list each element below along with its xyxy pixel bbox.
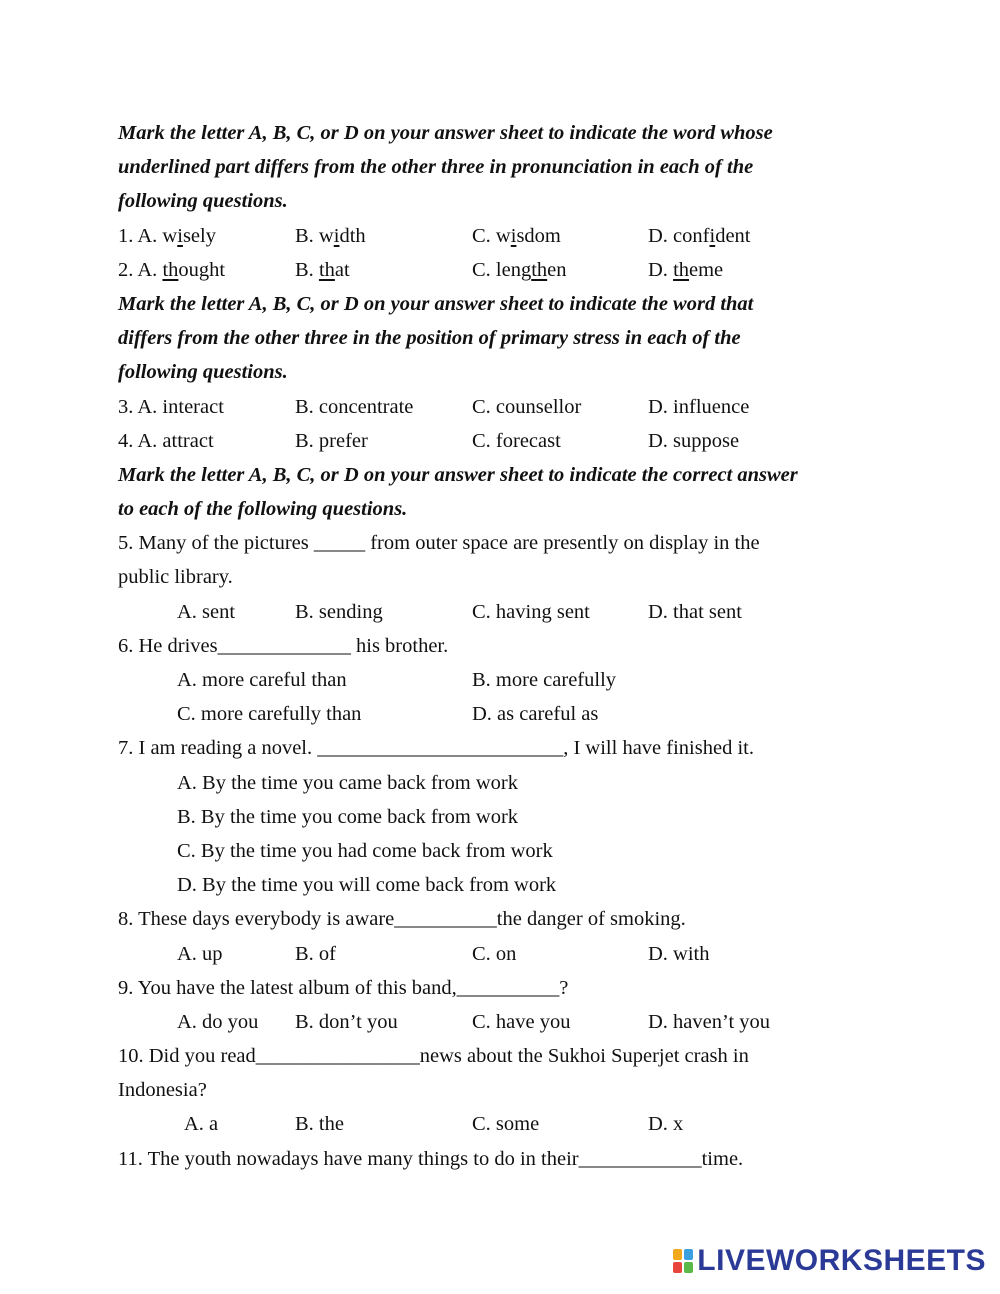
q1-option-c[interactable]: C. wisdom xyxy=(472,224,561,247)
q6-option-a[interactable]: A. more careful than xyxy=(177,669,347,691)
q8-option-c[interactable]: C. on xyxy=(472,942,517,965)
q2-option-b[interactable]: B. that xyxy=(295,258,350,281)
q5-stem-line-1: 5. Many of the pictures _____ from outer space are presently on display in the xyxy=(118,532,760,555)
q7-option-b[interactable]: B. By the time you come back from work xyxy=(177,805,519,828)
q10-options xyxy=(118,1107,888,1141)
q4-option-c[interactable]: C. forecast xyxy=(472,429,561,452)
q10-option-d[interactable]: D. x xyxy=(648,1113,684,1136)
q7-option-a[interactable]: A. By the time you came back from work xyxy=(177,771,519,794)
instruction-stress-3: following questions. xyxy=(118,361,288,384)
q6-stem: 6. He drives_____________ his brother. xyxy=(118,634,449,657)
logo-squares-icon xyxy=(673,1249,693,1273)
logo-square-3 xyxy=(673,1262,682,1273)
liveworksheets-logo[interactable] xyxy=(673,1244,986,1278)
worksheet xyxy=(118,116,888,1176)
q1-option-a[interactable]: 1. A. wisely xyxy=(118,224,216,247)
q8-options xyxy=(118,937,888,971)
q6-options-row-2 xyxy=(118,697,888,731)
q10-option-a[interactable]: A. a xyxy=(184,1113,219,1136)
q1-option-b[interactable]: B. width xyxy=(295,224,366,247)
q11-stem: 11. The youth nowadays have many things to do in their____________time. xyxy=(118,1147,744,1170)
q5-option-d[interactable]: D. that sent xyxy=(648,600,742,623)
q6-options-row-1 xyxy=(118,663,888,697)
q6-option-c[interactable]: C. more carefully than xyxy=(177,703,362,726)
q9-stem: 9. You have the latest album of this band,__________? xyxy=(118,976,569,999)
q7-option-row-a xyxy=(118,766,888,800)
instruction-correct-answer-2: to each of the following questions. xyxy=(118,498,408,521)
q3-option-b[interactable]: B. concentrate xyxy=(295,395,414,418)
q5-stem-line-2: public library. xyxy=(118,566,233,589)
instruction-pronunciation-2: underlined part differs from the other three in pronunciation in each of the xyxy=(118,156,754,179)
q7-stem: 7. I am reading a novel. ________________________, I will have finished it. xyxy=(118,737,754,760)
q5-option-a[interactable]: A. sent xyxy=(177,600,236,623)
q9-option-d[interactable]: D. haven’t you xyxy=(648,1010,771,1033)
q7-option-row-c xyxy=(118,834,888,868)
q3-option-a[interactable]: 3. A. interact xyxy=(118,395,224,418)
q4-option-b[interactable]: B. prefer xyxy=(295,429,368,452)
q7-option-row-b xyxy=(118,800,888,834)
q8-option-b[interactable]: B. of xyxy=(295,942,336,965)
q4-option-a[interactable]: 4. A. attract xyxy=(118,429,214,452)
q6-option-d[interactable]: D. as careful as xyxy=(472,703,599,726)
q10-stem-line-2: Indonesia? xyxy=(118,1079,207,1102)
q9-option-a[interactable]: A. do you xyxy=(177,1010,259,1033)
instruction-correct-answer-1: Mark the letter A, B, C, or D on your answer sheet to indicate the correct answer xyxy=(118,463,798,486)
q2-option-a[interactable]: 2. A. thought xyxy=(118,258,226,281)
q2-option-d[interactable]: D. theme xyxy=(648,258,724,281)
q8-stem: 8. These days everybody is aware__________the danger of smoking. xyxy=(118,908,686,931)
instruction-stress-1: Mark the letter A, B, C, or D on your answer sheet to indicate the word that xyxy=(118,292,754,315)
question-1 xyxy=(118,219,888,253)
q8-option-d[interactable]: D. with xyxy=(648,942,710,965)
q1-option-d[interactable]: D. confident xyxy=(648,224,751,247)
question-2 xyxy=(118,253,888,287)
instruction-pronunciation-3: following questions. xyxy=(118,190,288,213)
logo-square-4 xyxy=(684,1262,693,1273)
q2-option-c[interactable]: C. lengthen xyxy=(472,258,567,281)
q8-option-a[interactable]: A. up xyxy=(177,942,223,965)
brand-name: LIVEWORKSHEETS xyxy=(697,1244,986,1277)
q3-option-c[interactable]: C. counsellor xyxy=(472,395,582,418)
instruction-stress-2: differs from the other three in the position of primary stress in each of the xyxy=(118,327,741,350)
instruction-pronunciation-1: Mark the letter A, B, C, or D on your answer sheet to indicate the word whose xyxy=(118,122,773,144)
q7-option-row-d xyxy=(118,868,888,902)
q7-option-d[interactable]: D. By the time you will come back from work xyxy=(177,874,557,897)
q9-option-c[interactable]: C. have you xyxy=(472,1010,571,1033)
q3-option-d[interactable]: D. influence xyxy=(648,395,750,418)
q10-stem-line-1: 10. Did you read________________news about the Sukhoi Superjet crash in xyxy=(118,1045,749,1068)
q4-option-d[interactable]: D. suppose xyxy=(648,429,740,452)
q6-option-b[interactable]: B. more carefully xyxy=(472,669,617,691)
logo-square-1 xyxy=(673,1249,682,1260)
q5-option-c[interactable]: C. having sent xyxy=(472,600,590,623)
q5-option-b[interactable]: B. sending xyxy=(295,600,383,623)
question-3 xyxy=(118,390,888,424)
question-4 xyxy=(118,424,888,458)
q7-option-c[interactable]: C. By the time you had come back from work xyxy=(177,839,553,862)
q10-option-c[interactable]: C. some xyxy=(472,1113,540,1136)
q10-option-b[interactable]: B. the xyxy=(295,1113,344,1136)
q9-option-b[interactable]: B. don’t you xyxy=(295,1010,398,1033)
logo-square-2 xyxy=(684,1249,693,1260)
q5-options xyxy=(118,595,888,629)
q9-options xyxy=(118,1005,888,1039)
